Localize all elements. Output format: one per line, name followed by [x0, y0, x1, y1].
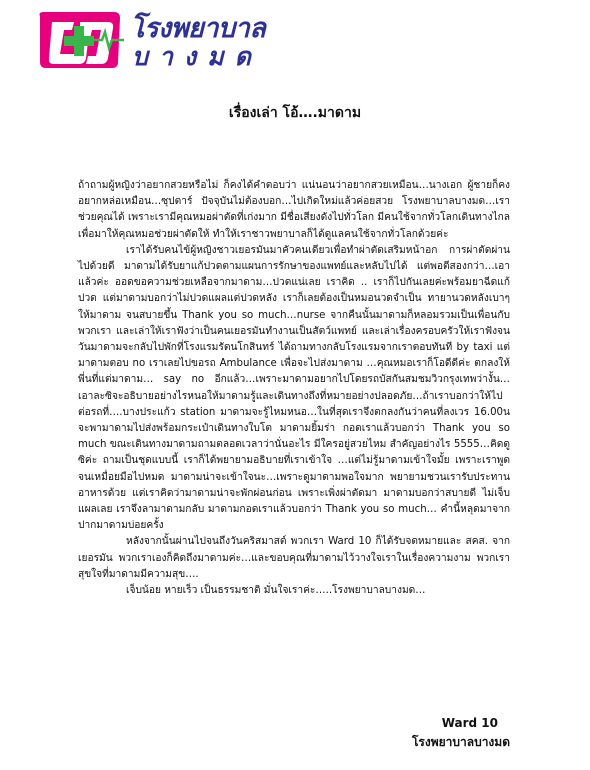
paragraph-4: เจ็บน้อย หายเร็ว เป็นธรรมชาติ มั่นใจเราค่ะ…..โรงพยาบาลบางมด… [126, 585, 426, 597]
signature-block [412, 714, 510, 752]
paragraph-3: หลังจากนั้นผ่านไปจนถึงวันคริสมาสต์ พวกเรา Ward 10 ก็ได้รับจดหมายและ สคส. จากเยอรมัน พวกเราเองก็คิดถึงมาดามค่ะ…และขอบคุณที่มาดามไว้วางใจเราในเรื่องความงาม พวกเราสุขใจที่มาดามมีความสุข…. [78, 536, 510, 580]
logo-name-line1: โรงพยาบาล [130, 13, 266, 44]
paragraph-1: ถ้าถามผู้หญิงว่าอยากสวยหรือไม่ ก็คงได้คำตอบว่า แน่นอนว่าอยากสวยเหมือน…นางเอก ผู้ชายก็คงอยากหล่อเหมือน…ซุปตาร์ ปัจจุบันไม่ต้องบอก…ไปเกิดใหม่แล้วค่อยสวย โรงพยาบาลบางมด…เราช่วยคุณได้ เพราะเรามีคุณหมอผ่าตัดที่เก่งมาก มีชื่อเสียงดังไปทั่วโลก มีคนใช้จากทั่วโลกเดินทางไกลเพื่อมาให้คุณหมอช่วยผ่าตัดให้ ทำให้เราชาวพยาบาลก็ได้ดูแลคนใช้จากทั่วโลกด้วยค่ะ [78, 180, 510, 240]
story-body [78, 178, 510, 599]
hospital-logo [34, 8, 274, 78]
logo-mark-icon [34, 8, 124, 72]
paragraph-2: เราได้รับคนไข้ผู้หญิงชาวเยอรมันมาคัวคนเดียวเพื่อทำผ่าตัดเสริมหน้าอก การผ่าตัดผ่านไปด้วยดี มาดามได้รับยาแก้ปวดตามแผนการรักษาของแพทย์และหลับไปได้ แต่พอตีสองกว่า…เอาแล้วค่ะ ออดขอความช่วยเหลือจากมาดาม…ปวดแน่เลย เราคิด .. เราก็ไปกันเลยค่ะพร้อมยาฉีดแก้ปวด แต่มาดามบอกว่าไม่ปวดแผลแต่ปวดหลัง เราก็เลยต้องเป็นหมอนวดจำเป็น ทายานวดหลังเบาๆ ให้มาดาม จนสบายขึ้น Thank you so much…nurse จากคืนนั้นมาดามก็หลอมรวมเป็นเพื่อนกับพวกเรา และเล่าให้เราฟังว่าเป็นคนเยอรมันทำงานเป็นสัตว์แพทย์ และเล่าเรื่องครอบครัวให้เราฟังจนวันมาดามจะกลับไปพักที่โรงแรมรัตนโกสินทร์ ได้ถามทางกลับโรงแรมจากเราตอบทันที by taxi แต่มาดามตอบ no เราเลยไปขอรถ Ambulance เพื่อจะไปส่งมาดาม …คุณหมอเราก็โอดีดีค่ะ ตกลงให้พี่นที่แต่มาดาม… say no อีกแล้ว…เพราะมาดามอยากไปโดยรถบัสกันสมชมวิวกรุงเทพว่างั้น…เอาละซิจะอธิบายอย่างไรหนอให้มาดามรู้และเดินทางถึงที่หมายอย่างปลอดภัย…ถ้าเราบอกว่าให้ไปต่อรถที่….บางประแก้ว station มาดามจะรู้ไหมหนอ…ในที่สุดเราจึงตกลงกันว่าคนที่ลงเวร 16.00น จะพามาดามไปส่งพร้อมกระเป๋าเดินทางใบโต มาดามยิ้มร่า กอดเราแล้วบอกว่า Thank you so much ขณะเดินทางมาดามถามตลอดเวลาว่านั่นอะไร มีใครอยู่สวยไหม สำคัญอย่างไร 5555…คิดดูซิค่ะ ถามเป็นชุดแบบนี้ เราก็ได้พยายามอธิบายที่เราเข้าใจ …แต่ไม่รู้มาดามเข้าใจมั้ย เพราะเราพูดจนเหมื่อยมือไปหมด มาดามน่าจะเข้าใจนะ…เพราะดูมาดามพอใจมาก พยายามชวนเรารับประทานอาหารด้วย แต่เราคิดว่ามาดามน่าจะพักผ่อนก่อน เพราะเพิ่งผ่าตัดมา มาดามบอกว่าสบายดี ไม่เจ็บแผลเลย เราจึงลามาดามกลับ มาดามกอดเราแล้วบอกว่า Thank you so much… คำนี้หลุดมาจากปากมาดามบ่อยครั้ง [78, 244, 510, 532]
signature-ward: Ward 10 [441, 716, 498, 730]
logo-name-line2: บางมด [132, 42, 262, 71]
page-title: เรื่องเล่า โอ้….มาดาม [228, 105, 362, 121]
signature-hospital: โรงพยาบาลบางมด [411, 735, 510, 749]
logo-text [130, 14, 280, 70]
